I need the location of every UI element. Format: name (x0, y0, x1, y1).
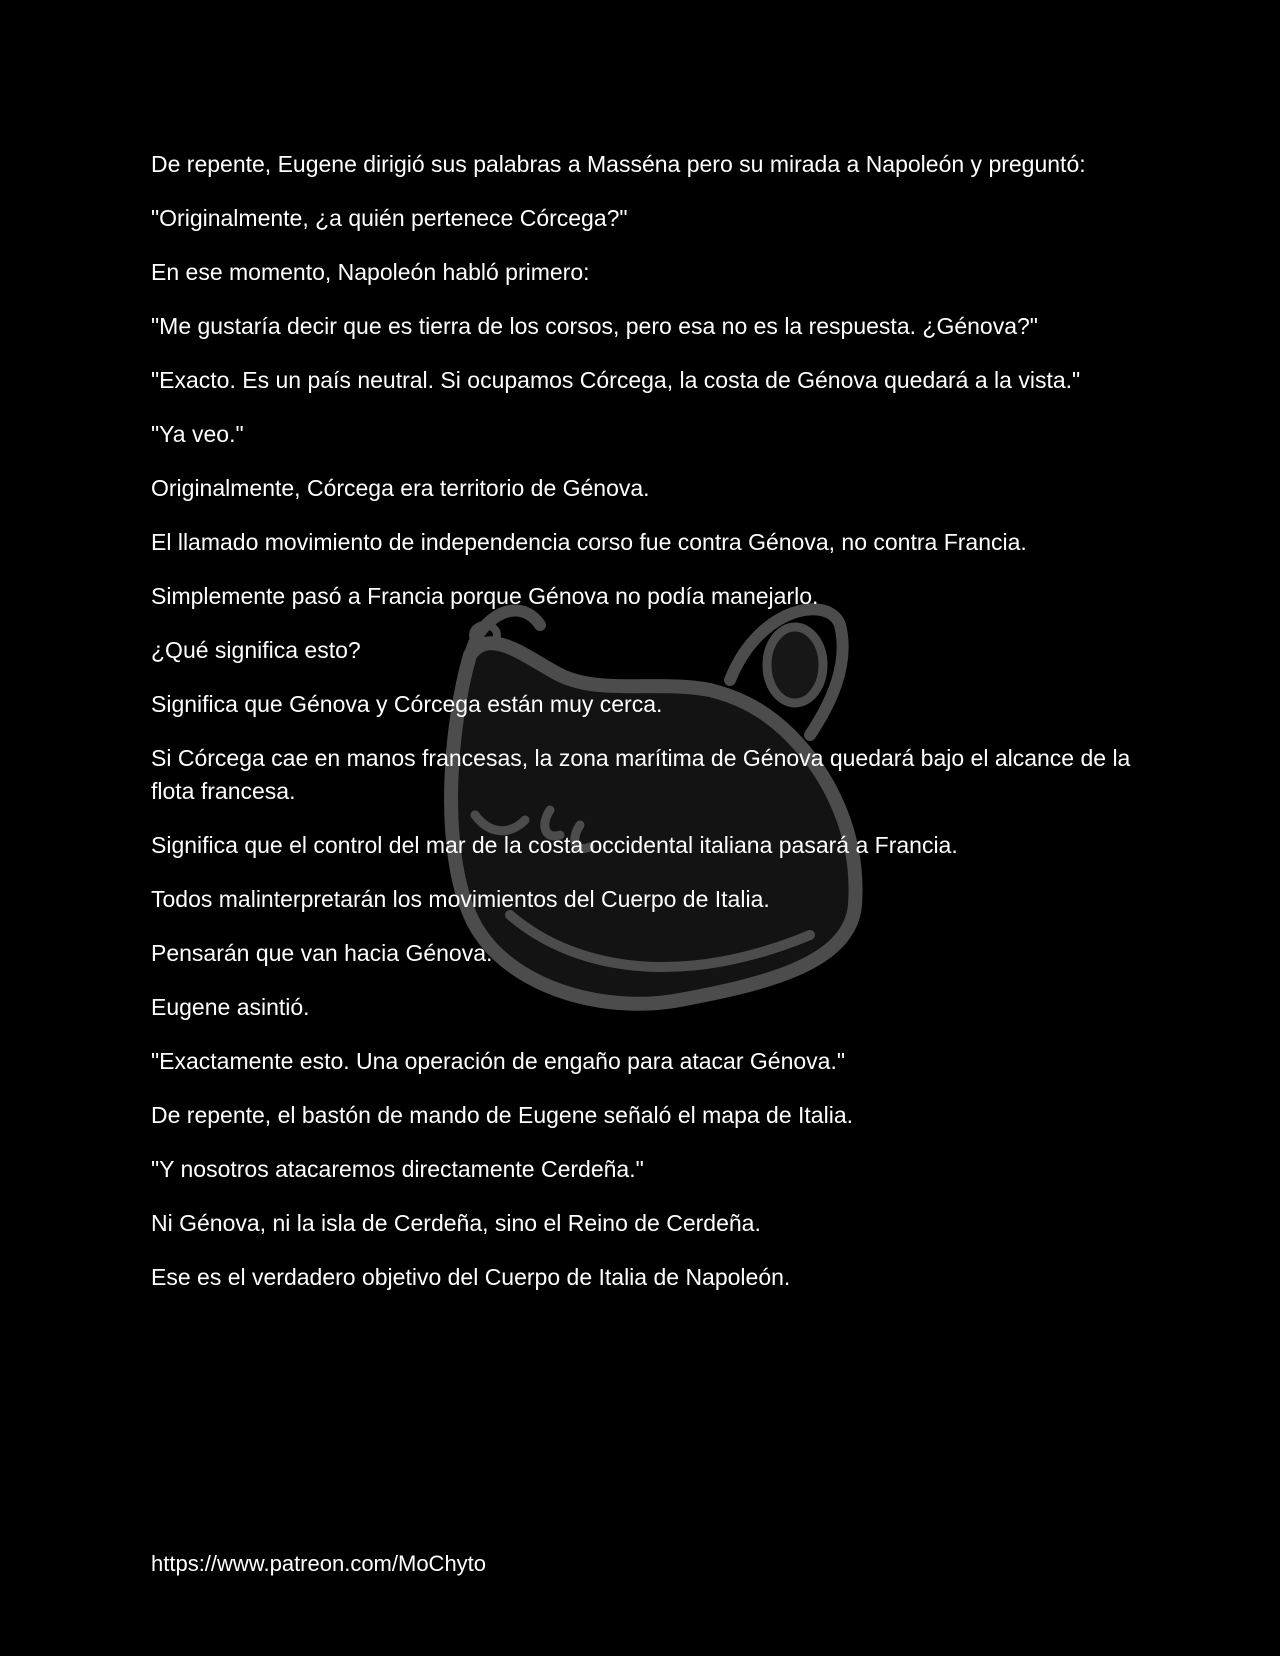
paragraph: Originalmente, Córcega era territorio de Génova. (151, 475, 650, 501)
paragraph: Simplemente pasó a Francia porque Génova no podía manejarlo. (151, 583, 819, 609)
patreon-link[interactable]: https://www.patreon.com/MoChyto (151, 1551, 487, 1576)
chapter-text (151, 148, 1141, 1315)
paragraph: Si Córcega cae en manos francesas, la zona marítima de Génova quedará bajo el alcance de la flota francesa. (151, 745, 1131, 804)
paragraph: "Originalmente, ¿a quién pertenece Córcega?" (151, 205, 628, 231)
paragraph: Significa que el control del mar de la costa occidental italiana pasará a Francia. (151, 832, 958, 858)
paragraph: Pensarán que van hacia Génova. (151, 940, 493, 966)
paragraph: Eugene asintió. (151, 994, 310, 1020)
paragraph: "Ya veo." (151, 421, 244, 447)
paragraph: "Y nosotros atacaremos directamente Cerdeña." (151, 1156, 644, 1182)
paragraph: "Me gustaría decir que es tierra de los corsos, pero esa no es la respuesta. ¿Génova?" (151, 313, 1038, 339)
paragraph: "Exactamente esto. Una operación de engaño para atacar Génova." (151, 1048, 845, 1074)
paragraph: Todos malinterpretarán los movimientos del Cuerpo de Italia. (151, 886, 770, 912)
paragraph: Ni Génova, ni la isla de Cerdeña, sino el Reino de Cerdeña. (151, 1210, 761, 1236)
paragraph: En ese momento, Napoleón habló primero: (151, 259, 590, 285)
paragraph: Significa que Génova y Córcega están muy cerca. (151, 691, 663, 717)
paragraph: Ese es el verdadero objetivo del Cuerpo de Italia de Napoleón. (151, 1264, 791, 1290)
paragraph: El llamado movimiento de independencia corso fue contra Génova, no contra Francia. (151, 529, 1027, 555)
paragraph: De repente, Eugene dirigió sus palabras a Masséna pero su mirada a Napoleón y preguntó: (151, 151, 1086, 177)
paragraph: "Exacto. Es un país neutral. Si ocupamos Córcega, la costa de Génova quedará a la vista." (151, 367, 1081, 393)
paragraph: ¿Qué significa esto? (151, 637, 361, 663)
paragraph: De repente, el bastón de mando de Eugene señaló el mapa de Italia. (151, 1102, 853, 1128)
